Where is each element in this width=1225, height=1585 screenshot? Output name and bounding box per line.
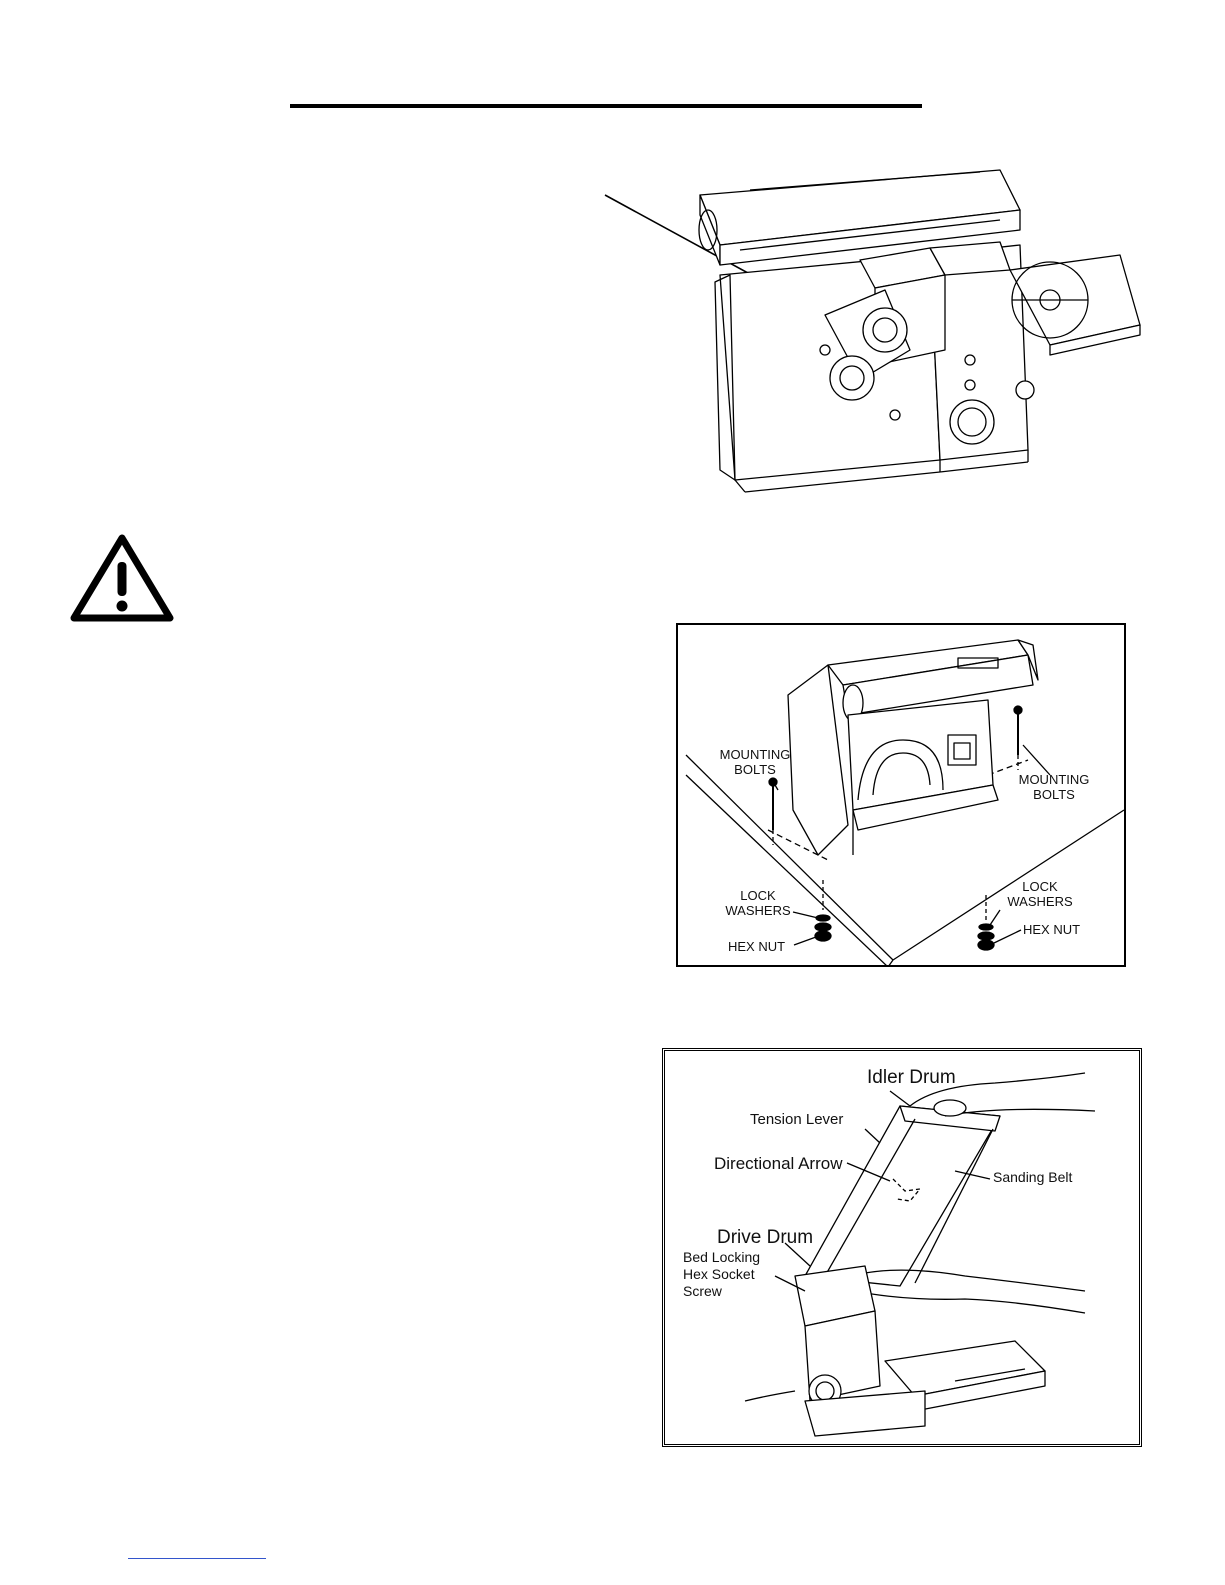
tension-lever-label: Tension Lever xyxy=(750,1111,844,1128)
mounting-figure xyxy=(676,623,1126,967)
directional-arrow-label: Directional Arrow xyxy=(714,1154,843,1173)
lock-washers-right-label: LOCK WASHERS xyxy=(1007,879,1073,909)
warning-triangle-icon xyxy=(70,532,174,624)
lock-washers-left-label: LOCK WASHERS xyxy=(725,888,791,918)
idler-drum-label: Idler Drum xyxy=(867,1067,956,1088)
hex-nut-right-label: HEX NUT xyxy=(1023,922,1081,937)
hex-nut-left-label: HEX NUT xyxy=(728,939,786,954)
mounting-bolts-left-label: MOUNTING BOLTS xyxy=(719,747,791,777)
footer-link-underline[interactable] xyxy=(128,1558,266,1559)
belt-sander-illustration xyxy=(600,150,1160,495)
belt-figure xyxy=(662,1048,1142,1447)
header-rule xyxy=(290,104,922,108)
drive-drum-label: Drive Drum xyxy=(717,1227,814,1248)
mounting-bolts-right-label: MOUNTING BOLTS xyxy=(1018,772,1090,802)
sanding-belt-label: Sanding Belt xyxy=(993,1169,1073,1185)
bed-locking-label: Bed Locking Hex Socket Screw xyxy=(683,1249,761,1299)
